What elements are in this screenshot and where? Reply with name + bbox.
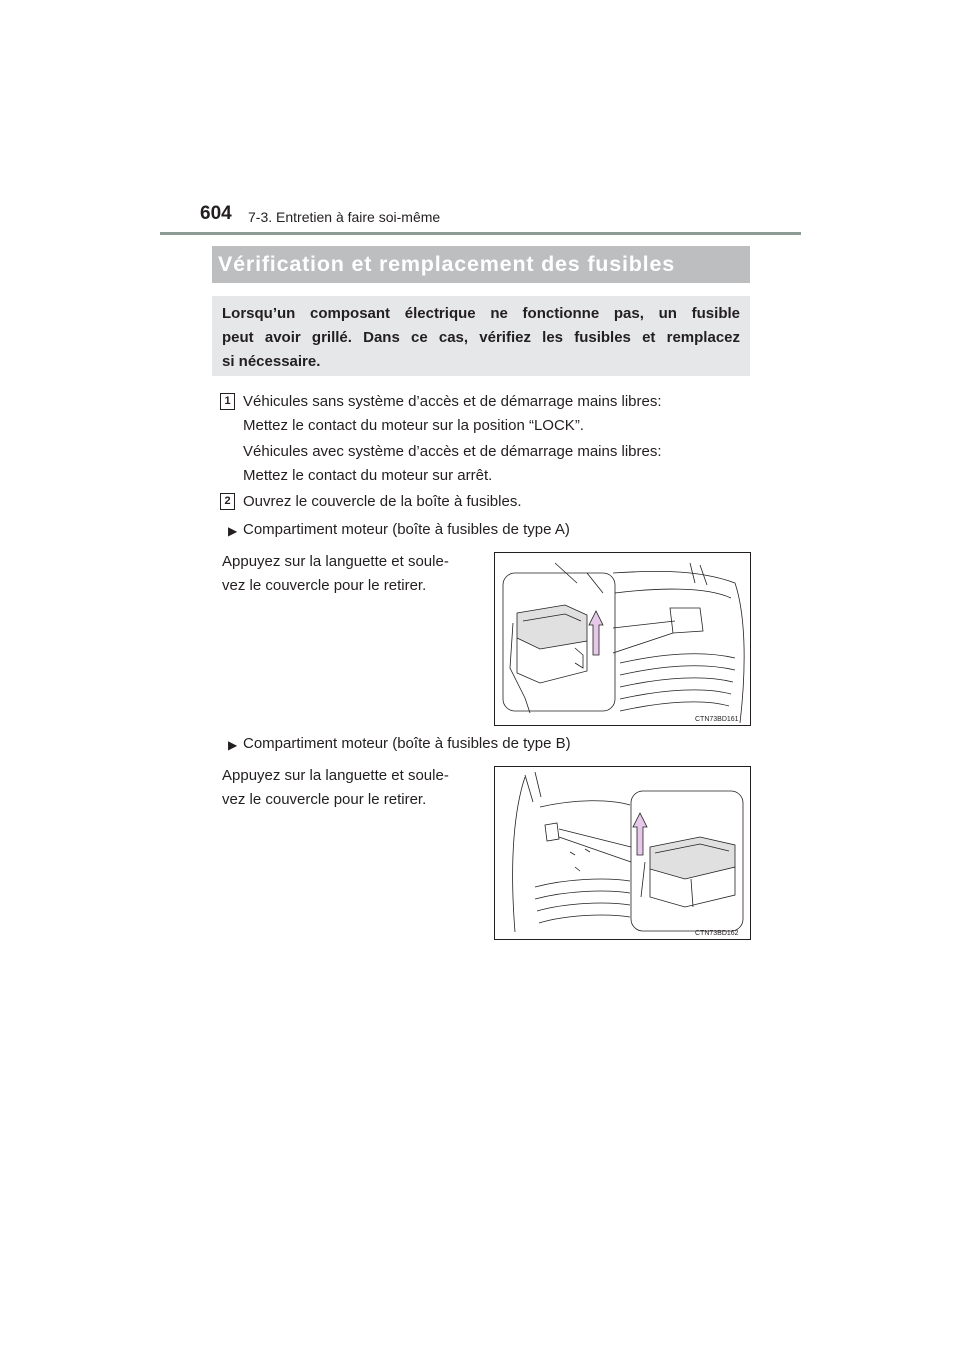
subsection-desc: vez le couvercle pour le retirer. xyxy=(222,577,427,594)
step-text: Ouvrez le couvercle de la boîte à fusibles. xyxy=(243,493,522,510)
step-number-1: 1 xyxy=(220,393,235,410)
intro-line: Lorsqu’un composant électrique ne fonctionne pas, un fusible xyxy=(222,305,740,322)
figure-fuse-box-type-b xyxy=(494,766,751,940)
page-title-bar xyxy=(212,246,750,283)
step-text: Véhicules sans système d’accès et de démarrage mains libres: xyxy=(243,393,662,410)
figure-fuse-box-type-a xyxy=(494,552,751,726)
triangle-bullet-icon: ▶ xyxy=(228,524,238,538)
intro-box xyxy=(212,296,750,376)
subsection-heading-b: Compartiment moteur (boîte à fusibles de type B) xyxy=(243,735,571,752)
subsection-heading-a: Compartiment moteur (boîte à fusibles de type A) xyxy=(243,521,570,538)
page-number: 604 xyxy=(200,203,232,224)
subsection-desc: vez le couvercle pour le retirer. xyxy=(222,791,427,808)
step-number-2: 2 xyxy=(220,493,235,510)
triangle-bullet-icon: ▶ xyxy=(228,738,238,752)
section-title: 7-3. Entretien à faire soi-même xyxy=(248,209,441,225)
intro-line: peut avoir grillé. Dans ce cas, vérifiez les fusibles et remplacez xyxy=(222,329,740,346)
figure-code: CTN73BD161 xyxy=(695,716,739,723)
step-text: Véhicules avec système d’accès et de démarrage mains libres: xyxy=(243,443,662,460)
figure-code: CTN73BD162 xyxy=(695,930,739,937)
step-text: Mettez le contact du moteur sur arrêt. xyxy=(243,467,493,484)
page-title: Vérification et remplacement des fusibles xyxy=(218,252,675,276)
header-divider xyxy=(160,232,801,235)
subsection-desc: Appuyez sur la languette et soule- xyxy=(222,553,449,570)
fuse-box-b-illustration xyxy=(495,767,750,939)
fuse-box-a-illustration xyxy=(495,553,750,725)
step-text: Mettez le contact du moteur sur la position “LOCK”. xyxy=(243,417,584,434)
intro-line: si nécessaire. xyxy=(222,353,321,370)
subsection-desc: Appuyez sur la languette et soule- xyxy=(222,767,449,784)
